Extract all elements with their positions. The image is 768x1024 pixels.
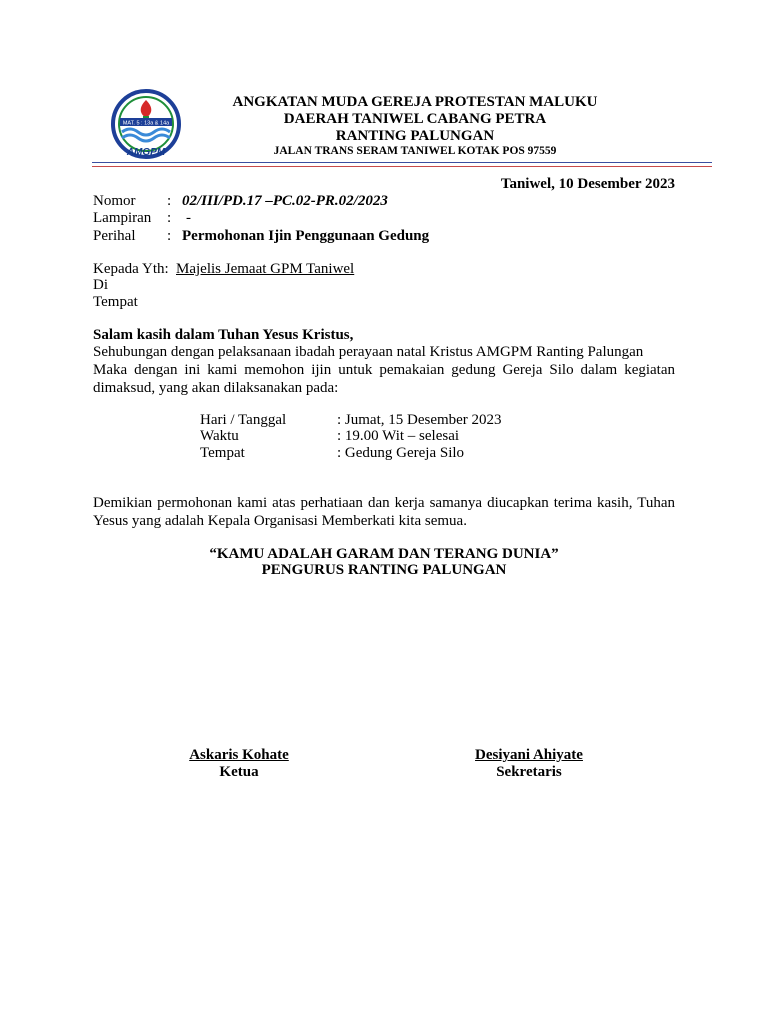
detail-label-time: Waktu bbox=[200, 428, 239, 444]
perihal-label: Perihal bbox=[93, 228, 136, 244]
org-branch: RANTING PALUNGAN bbox=[335, 128, 495, 144]
org-address: JALAN TRANS SERAM TANIWEL KOTAK POS 97559 bbox=[273, 145, 557, 157]
org-region: DAERAH TANIWEL CABANG PETRA bbox=[283, 111, 547, 127]
signatory-role-secretary: Sekretaris bbox=[496, 764, 562, 780]
detail-label-date: Hari / Tanggal bbox=[200, 412, 287, 428]
logo-caption: AMGPM bbox=[126, 147, 166, 158]
org-name: ANGKATAN MUDA GEREJA PROTESTAN MALUKU bbox=[232, 94, 598, 110]
detail-value-time: : 19.00 Wit – selesai bbox=[337, 428, 460, 444]
signatory-role-chair: Ketua bbox=[219, 764, 259, 780]
recipient-prefix: Kepada Yth: bbox=[93, 261, 169, 277]
perihal-colon: : bbox=[167, 228, 172, 244]
body-line-1: Sehubungan dengan pelaksanaan ibadah perayaan natal Kristus AMGPM Ranting Palungan bbox=[93, 344, 644, 360]
logo-ribbon-text: MAT. 5 : 13a & 14a bbox=[122, 120, 170, 127]
lampiran-value: - bbox=[186, 210, 191, 226]
recipient-di: Di bbox=[93, 277, 108, 293]
signatory-name-secretary: Desiyani Ahiyate bbox=[475, 747, 583, 763]
closing-paragraph: Demikian permohonan kami atas perhatiaan dan kerja samanya diucapkan terima kasih, Tuhan Yesus yang adalah Kepala Organisasi Memberkati kita semua. bbox=[93, 495, 675, 529]
greeting: Salam kasih dalam Tuhan Yesus Kristus, bbox=[93, 327, 354, 343]
header-divider-red bbox=[92, 166, 712, 167]
lampiran-colon: : bbox=[167, 210, 172, 226]
recipient-name: Majelis Jemaat GPM Taniwel bbox=[176, 261, 355, 277]
board-title: PENGURUS RANTING PALUNGAN bbox=[261, 562, 507, 578]
perihal-value: Permohonan Ijin Penggunaan Gedung bbox=[182, 228, 430, 244]
detail-label-place: Tempat bbox=[200, 445, 245, 461]
lampiran-label: Lampiran bbox=[93, 210, 152, 226]
letter-date: Taniwel, 10 Desember 2023 bbox=[500, 176, 675, 192]
nomor-value: 02/III/PD.17 –PC.02-PR.02/2023 bbox=[182, 193, 388, 209]
recipient-place: Tempat bbox=[93, 294, 138, 310]
header-divider-blue bbox=[92, 162, 712, 163]
nomor-colon: : bbox=[167, 193, 172, 209]
signatory-name-chair: Askaris Kohate bbox=[189, 747, 289, 763]
motto: “KAMU ADALAH GARAM DAN TERANG DUNIA” bbox=[209, 546, 559, 562]
detail-value-place: : Gedung Gereja Silo bbox=[337, 445, 465, 461]
body-paragraph: Maka dengan ini kami memohon ijin untuk pemakaian gedung Gereja Silo dalam kegiatan dimaksud, yang akan dilaksanakan pada: bbox=[93, 362, 675, 396]
detail-value-date: : Jumat, 15 Desember 2023 bbox=[337, 412, 502, 428]
nomor-label: Nomor bbox=[93, 193, 136, 209]
